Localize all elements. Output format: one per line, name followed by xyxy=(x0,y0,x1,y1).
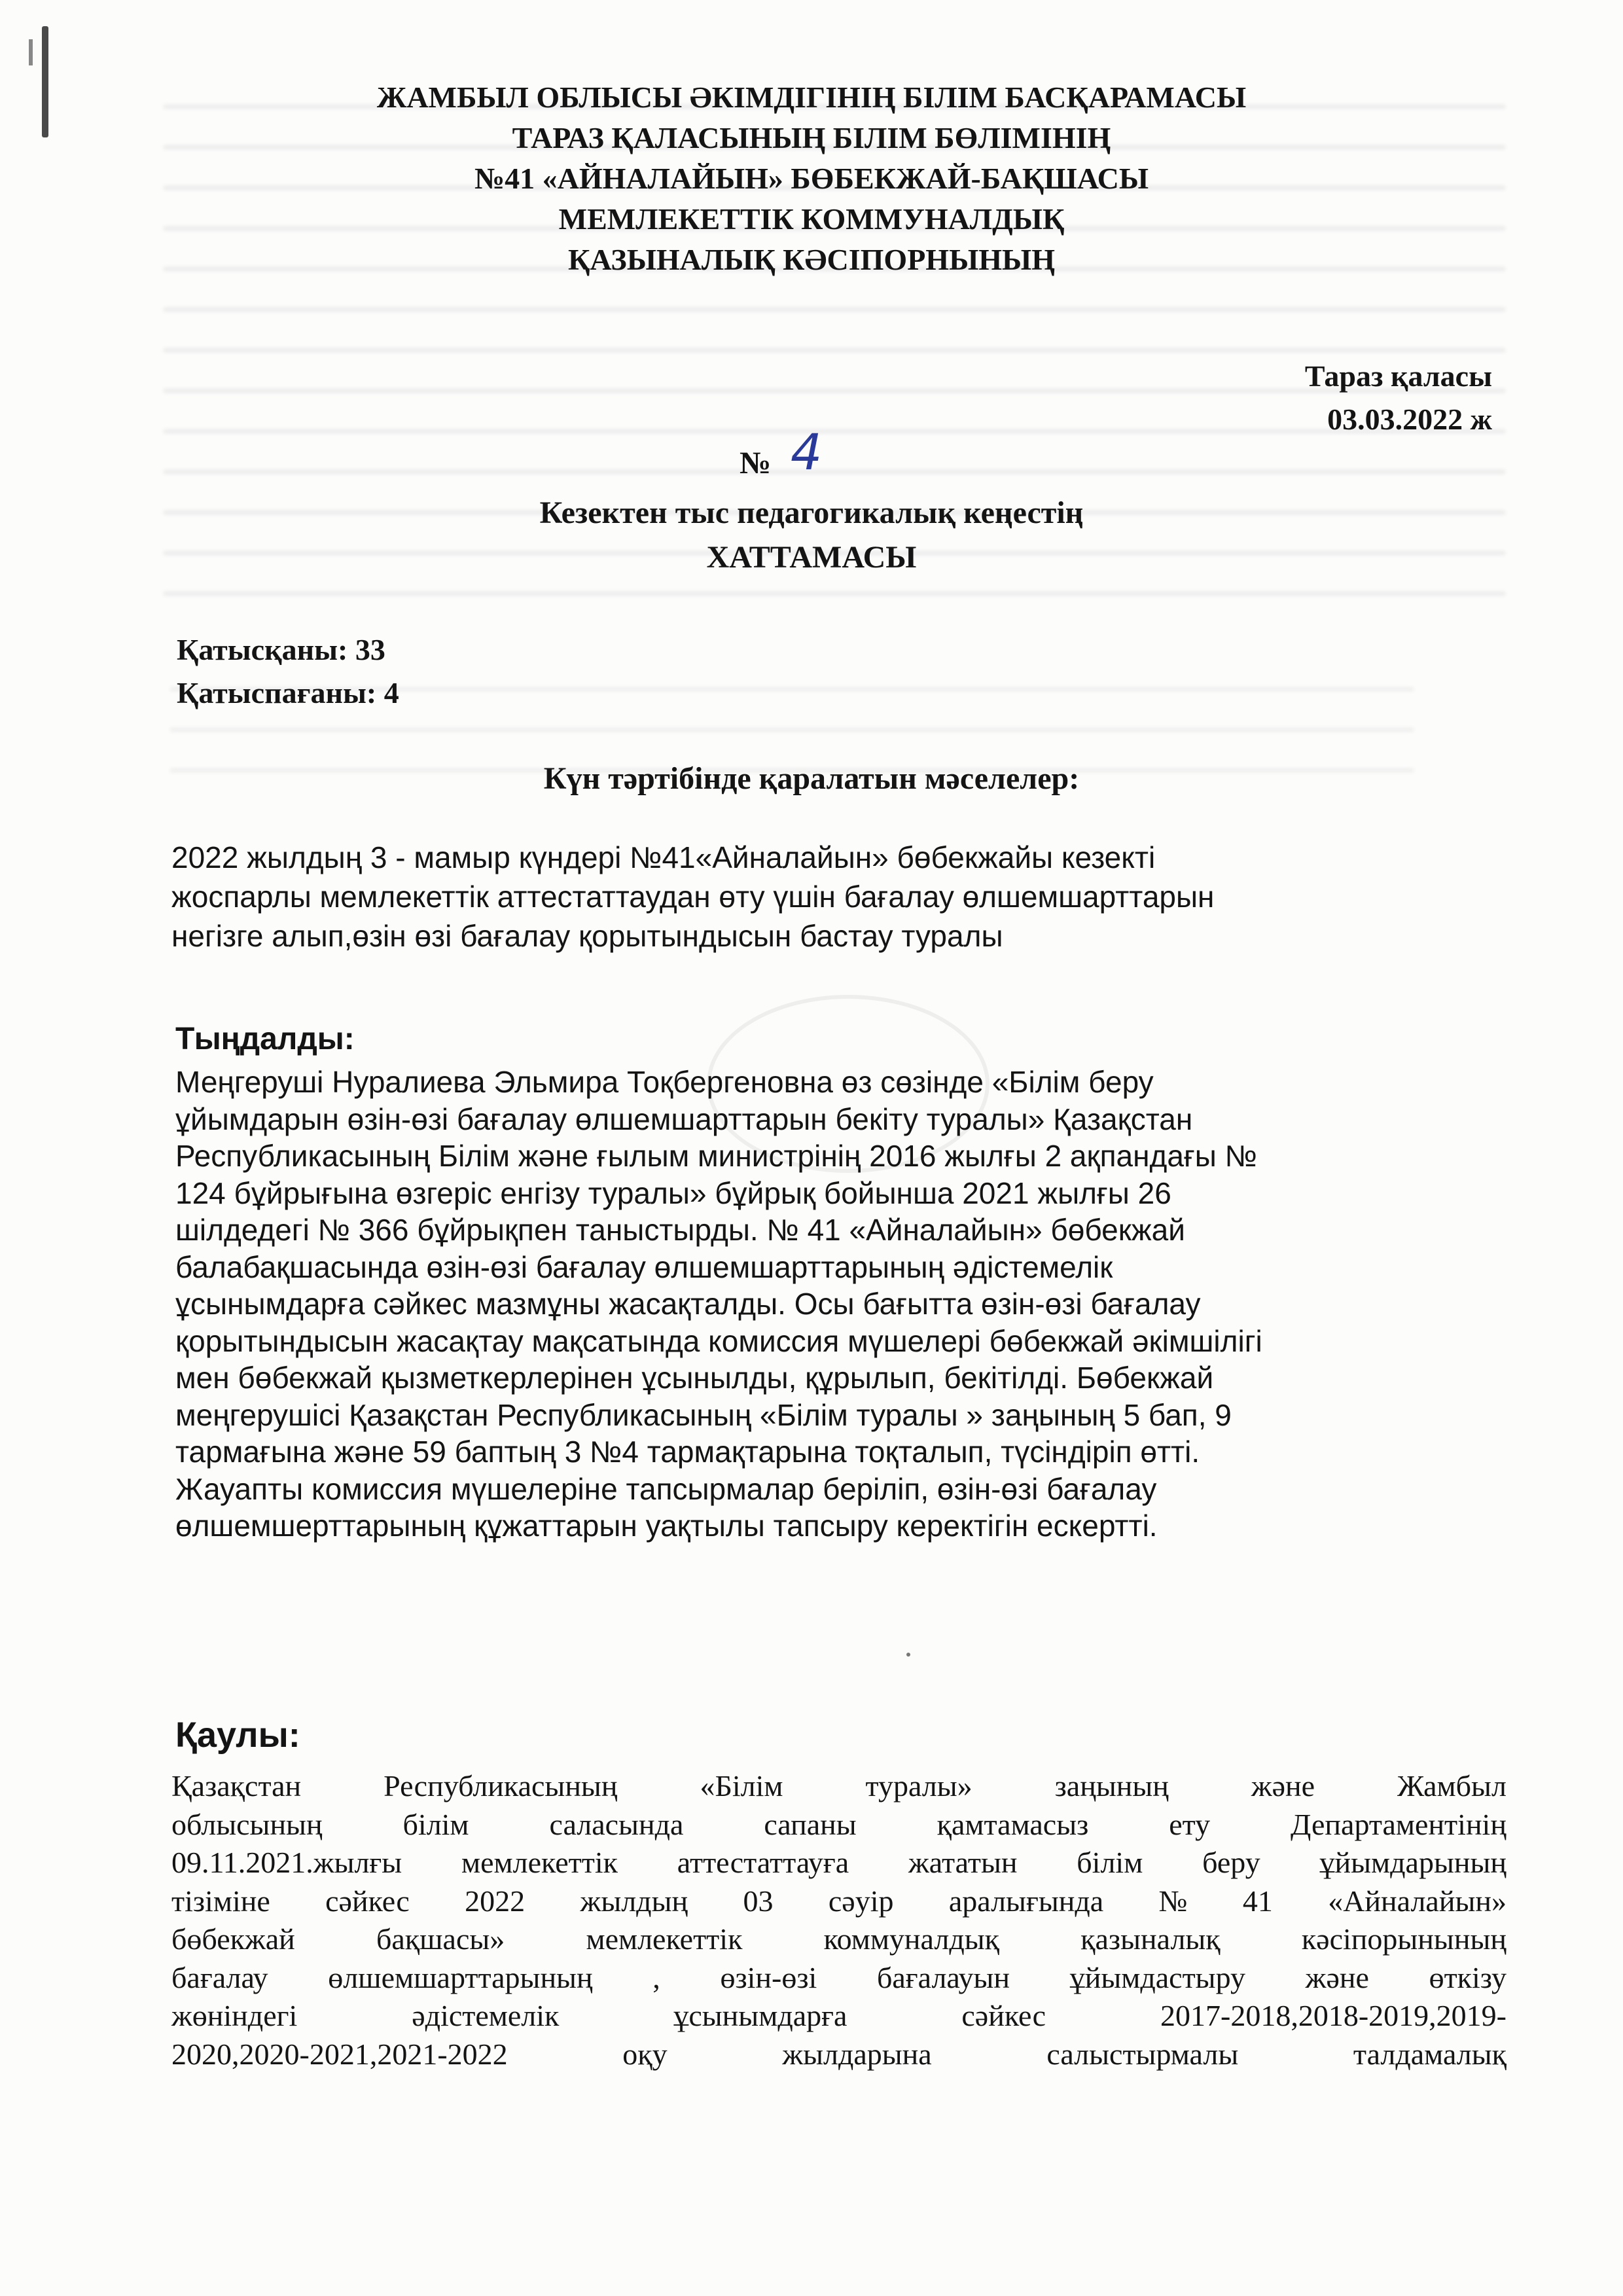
decision-word: туралы» xyxy=(865,1769,972,1803)
decision-line xyxy=(171,1959,1507,1998)
title-line: ХАТТАМАСЫ xyxy=(706,540,917,575)
decision-word: мемлекеттік xyxy=(586,1922,743,1956)
decision-word: «Айналайын» xyxy=(1328,1884,1507,1918)
decision-word: білім xyxy=(402,1807,469,1841)
decision-word: 03 xyxy=(743,1884,774,1918)
heard-line: Жауапты комиссия мүшелеріне тапсырмалар беріліп, өзін-өзі бағалау xyxy=(175,1471,1157,1506)
binding-mark-small xyxy=(29,39,33,65)
protocol-title xyxy=(0,491,1623,580)
decision-word: облысының xyxy=(171,1807,323,1841)
decision-word: Жамбыл xyxy=(1397,1769,1507,1803)
protocol-number-handwritten: 4 xyxy=(791,423,823,481)
decision-line xyxy=(171,1767,1507,1806)
agenda-line: негізге алып,өзін өзі бағалау қорытындысын бастау туралы xyxy=(171,919,1003,953)
decision-word: бағалау xyxy=(171,1960,268,1994)
agenda-line: жоспарлы мемлекеттік аттестаттаудан өту үшін бағалау өлшемшарттарын xyxy=(171,880,1215,914)
decision-word: 41 xyxy=(1242,1884,1273,1918)
heard-line: ұсынымдарға сәйкес мазмұны жасақталды. Осы бағытта өзін-өзі бағалау xyxy=(175,1287,1201,1321)
decision-line xyxy=(171,1844,1507,1882)
decision-word: жататын xyxy=(908,1846,1018,1879)
document-date: 03.03.2022 ж xyxy=(1327,403,1492,436)
absent-count: Қатыспағаны: 4 xyxy=(177,676,399,709)
decision-word: ету xyxy=(1169,1807,1211,1841)
heard-line: тармағына және 59 баптың 3 №4 тармақтарына тоқталып, түсіндіріп өтті. xyxy=(175,1435,1200,1469)
decision-word: кәсіпорынының xyxy=(1301,1922,1507,1956)
decision-word: салыстырмалы xyxy=(1046,2037,1239,2071)
header-line: ТАРАЗ ҚАЛАСЫНЫҢ БІЛІМ БӨЛІМІНІҢ xyxy=(512,121,1111,154)
decision-word: талдамалық xyxy=(1353,2037,1507,2071)
decision-word: сәйкес xyxy=(325,1884,410,1918)
agenda-heading: Күн тәртібінде қаралатын мәселелер: xyxy=(543,761,1080,796)
decision-word: жөніндегі xyxy=(171,1999,298,2032)
protocol-number-label: № xyxy=(740,446,772,480)
heard-line: Меңгеруші Нуралиева Эльмира Тоқбергеновна өз сөзінде «Білім беру xyxy=(175,1065,1154,1099)
decision-word: тізіміне xyxy=(171,1884,270,1918)
decision-word: «Білім xyxy=(700,1769,783,1803)
decision-word: бағалауын xyxy=(876,1960,1010,1994)
decision-line xyxy=(171,1920,1507,1959)
decision-word: жылдарына xyxy=(782,2037,932,2071)
decision-word: , xyxy=(652,1960,660,1994)
decision-word: қамтамасыз xyxy=(936,1807,1089,1841)
decision-word: Қазақстан xyxy=(171,1769,302,1803)
decision-word: № xyxy=(1158,1884,1188,1918)
decision-word: Департаментінің xyxy=(1291,1807,1507,1841)
decision-line xyxy=(171,1997,1507,2036)
heard-line: балабақшасында өзін-өзі бағалау өлшемшарттарының әдістемелік xyxy=(175,1249,1113,1284)
agenda-line: 2022 жылдың 3 - мамыр күндері №41«Айналайын» бөбекжайы кезекті xyxy=(171,840,1156,874)
decision-line xyxy=(171,1806,1507,1844)
decision-word: сәйкес xyxy=(961,1999,1046,2032)
header-line: ҚАЗЫНАЛЫҚ КӘСІПОРНЫНЫҢ xyxy=(568,243,1055,276)
decision-text xyxy=(171,1767,1507,2073)
decision-word: білім xyxy=(1077,1846,1143,1879)
heard-line: қорытындысын жасақтау мақсатында комиссия мүшелері бөбекжай әкімшілігі xyxy=(175,1323,1262,1358)
decision-word: өзін-өзі xyxy=(720,1960,817,1994)
heard-heading: Тыңдалды: xyxy=(175,1022,355,1056)
city-name: Тараз қаласы xyxy=(1304,359,1492,393)
decision-word: әдістемелік xyxy=(412,1999,560,2032)
decision-word: мемлекеттік xyxy=(461,1846,618,1879)
decision-word: сапаны xyxy=(764,1807,857,1841)
heard-line: меңгерушісі Қазақстан Республикасының «Білім туралы » заңының 5 бап, 9 xyxy=(175,1397,1232,1432)
decision-word: және xyxy=(1305,1960,1369,1994)
header-line: №41 «АЙНАЛАЙЫН» БӨБЕКЖАЙ-БАҚШАСЫ xyxy=(474,162,1149,195)
present-count: Қатысқаны: 33 xyxy=(177,633,385,666)
heard-text xyxy=(175,1064,1484,1545)
decision-word: аралығында xyxy=(948,1884,1104,1918)
header-line: МЕМЛЕКЕТТІК КОММУНАЛДЫҚ xyxy=(558,202,1065,236)
decision-word: заңының xyxy=(1054,1769,1169,1803)
header-line: ЖАМБЫЛ ОБЛЫСЫ ӘКІМДІГІНІҢ БІЛІМ БАСҚАРАМАСЫ xyxy=(376,81,1247,114)
decision-word: өлшемшарттарының xyxy=(328,1960,593,1994)
decision-word: бөбекжай xyxy=(171,1922,295,1956)
agenda-text xyxy=(171,838,1480,956)
title-line: Кезектен тыс педагогикалық кеңестің xyxy=(539,495,1084,530)
decision-word: беру xyxy=(1202,1846,1260,1879)
heard-line: Республикасының Білім және ғылым министрінің 2016 жылғы 2 ақпандағы № xyxy=(175,1139,1257,1173)
decision-word: ұйымдарының xyxy=(1319,1846,1507,1879)
decision-word: ұсынымдарға xyxy=(673,1999,847,2032)
place-and-date xyxy=(1305,355,1492,441)
decision-line xyxy=(171,2036,1507,2074)
decision-word: аттестаттауға xyxy=(677,1846,849,1879)
heard-line: мен бөбекжай қызметкерлерінен ұсынылды, құрылып, бекітілді. Бөбекжай xyxy=(175,1361,1214,1395)
decision-word: 09.11.2021.жылғы xyxy=(171,1846,402,1879)
decision-word: 2022 xyxy=(465,1884,526,1918)
decision-word: және xyxy=(1251,1769,1315,1803)
decision-word: өткізу xyxy=(1429,1960,1507,1994)
attendance xyxy=(177,628,399,715)
heard-line: ұйымдарын өзін-өзі бағалау өлшемшарттарын бекіту туралы» Қазақстан xyxy=(175,1102,1193,1136)
decision-word: коммуналдық xyxy=(823,1922,999,1956)
decision-word: жылдың xyxy=(580,1884,688,1918)
organization-header xyxy=(0,77,1623,280)
decision-word: оқу xyxy=(622,2037,668,2071)
decision-word: ұйымдастыру xyxy=(1069,1960,1245,1994)
decision-heading: Қаулы: xyxy=(175,1715,300,1755)
decision-word: 2017-2018,2018-2019,2019- xyxy=(1160,1999,1507,2032)
decision-word: Республикасының xyxy=(383,1769,618,1803)
heard-line: өлшемшерттарының құжаттарын уақтылы тапсыру керектігін ескертті. xyxy=(175,1509,1158,1543)
decision-word: 2020,2020-2021,2021-2022 xyxy=(171,2037,508,2071)
decision-word: бақшасы» xyxy=(376,1922,505,1956)
decision-word: саласында xyxy=(549,1807,684,1841)
heard-line: шілдедегі № 366 бұйрықпен таныстырды. № 41 «Айналайын» бөбекжай xyxy=(175,1213,1185,1247)
decision-word: сәуір xyxy=(828,1884,894,1918)
heard-line: 124 бұйрығына өзгеріс енгізу туралы» бұйрық бойынша 2021 жылғы 26 xyxy=(175,1175,1171,1210)
decision-line xyxy=(171,1882,1507,1921)
decision-word: қазыналық xyxy=(1080,1922,1221,1956)
stray-mark xyxy=(906,1653,910,1657)
